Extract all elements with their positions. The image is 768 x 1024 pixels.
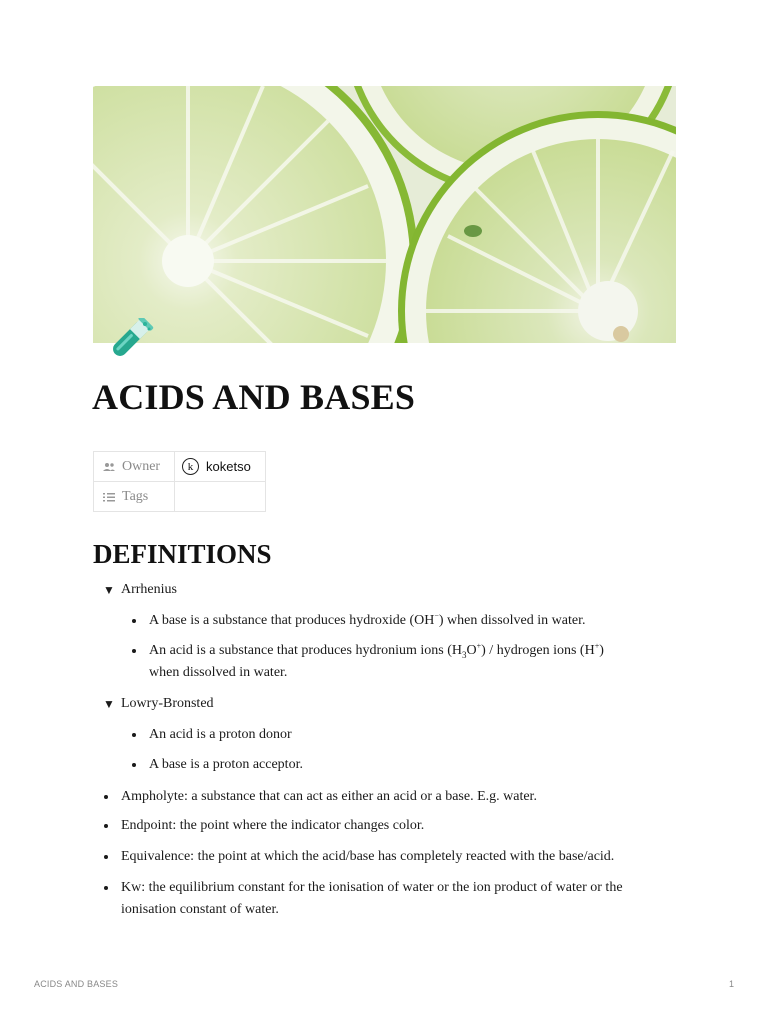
page-title: ACIDS AND BASES: [92, 377, 416, 417]
list-item-endpoint: Endpoint: the point where the indicator changes color.: [104, 815, 424, 837]
test-tube-icon: [96, 318, 154, 370]
list-item-equivalence: Equivalence: the point at which the acid/base has completely reacted with the base/acid.: [104, 846, 614, 868]
bullet-icon: [104, 795, 108, 799]
tags-label: Tags: [122, 488, 149, 504]
cover-image: [93, 86, 676, 343]
people-icon: [102, 460, 116, 474]
property-row-owner: [94, 452, 266, 482]
footer-title: ACIDS AND BASES: [34, 979, 119, 989]
toggle-arrhenius[interactable]: [103, 579, 177, 601]
tags-value-cell[interactable]: [175, 482, 266, 512]
list-item: An acid is a substance that produces hydronium ions $(H_3O^+)$ / hydrogen ions (H+) when dissolved in water.: [132, 640, 672, 684]
triangle-down-icon[interactable]: ▼: [103, 583, 115, 597]
list-item: An acid is a proton donor: [132, 724, 292, 746]
list-icon: [102, 490, 116, 504]
bullet-icon: [132, 649, 136, 653]
toggle-label: Lowry-Bronsted: [121, 696, 214, 711]
bullet-icon: [132, 763, 136, 767]
list-item: A base is a proton acceptor.: [132, 754, 303, 776]
page-number: 1: [729, 979, 735, 989]
toggle-lowry-bronsted[interactable]: [103, 693, 214, 715]
owner-name: koketso: [206, 459, 251, 474]
list-item-kw: Kw: the equilibrium constant for the ionisation of water or the ion product of water or the ionisation constant of water.: [104, 877, 684, 921]
property-row-tags: [94, 482, 266, 512]
properties-table: [93, 451, 266, 512]
toggle-label: Arrhenius: [121, 582, 177, 597]
bullet-icon: [132, 733, 136, 737]
owner-value-cell[interactable]: [175, 452, 266, 482]
section-heading-definitions: DEFINITIONS: [93, 539, 272, 569]
triangle-down-icon[interactable]: ▼: [103, 697, 115, 711]
lime-slices-photo: [93, 86, 676, 343]
bullet-icon: [104, 855, 108, 859]
bullet-icon: [104, 886, 108, 890]
owner-label: Owner: [122, 458, 161, 474]
avatar: k: [182, 458, 199, 475]
list-item-ampholyte: Ampholyte: a substance that can act as either an acid or a base. E.g. water.: [104, 786, 537, 808]
bullet-icon: [132, 619, 136, 623]
bullet-icon: [104, 824, 108, 828]
list-item: A base is a substance that produces hydroxide (OH−) when dissolved in water.: [132, 610, 672, 632]
